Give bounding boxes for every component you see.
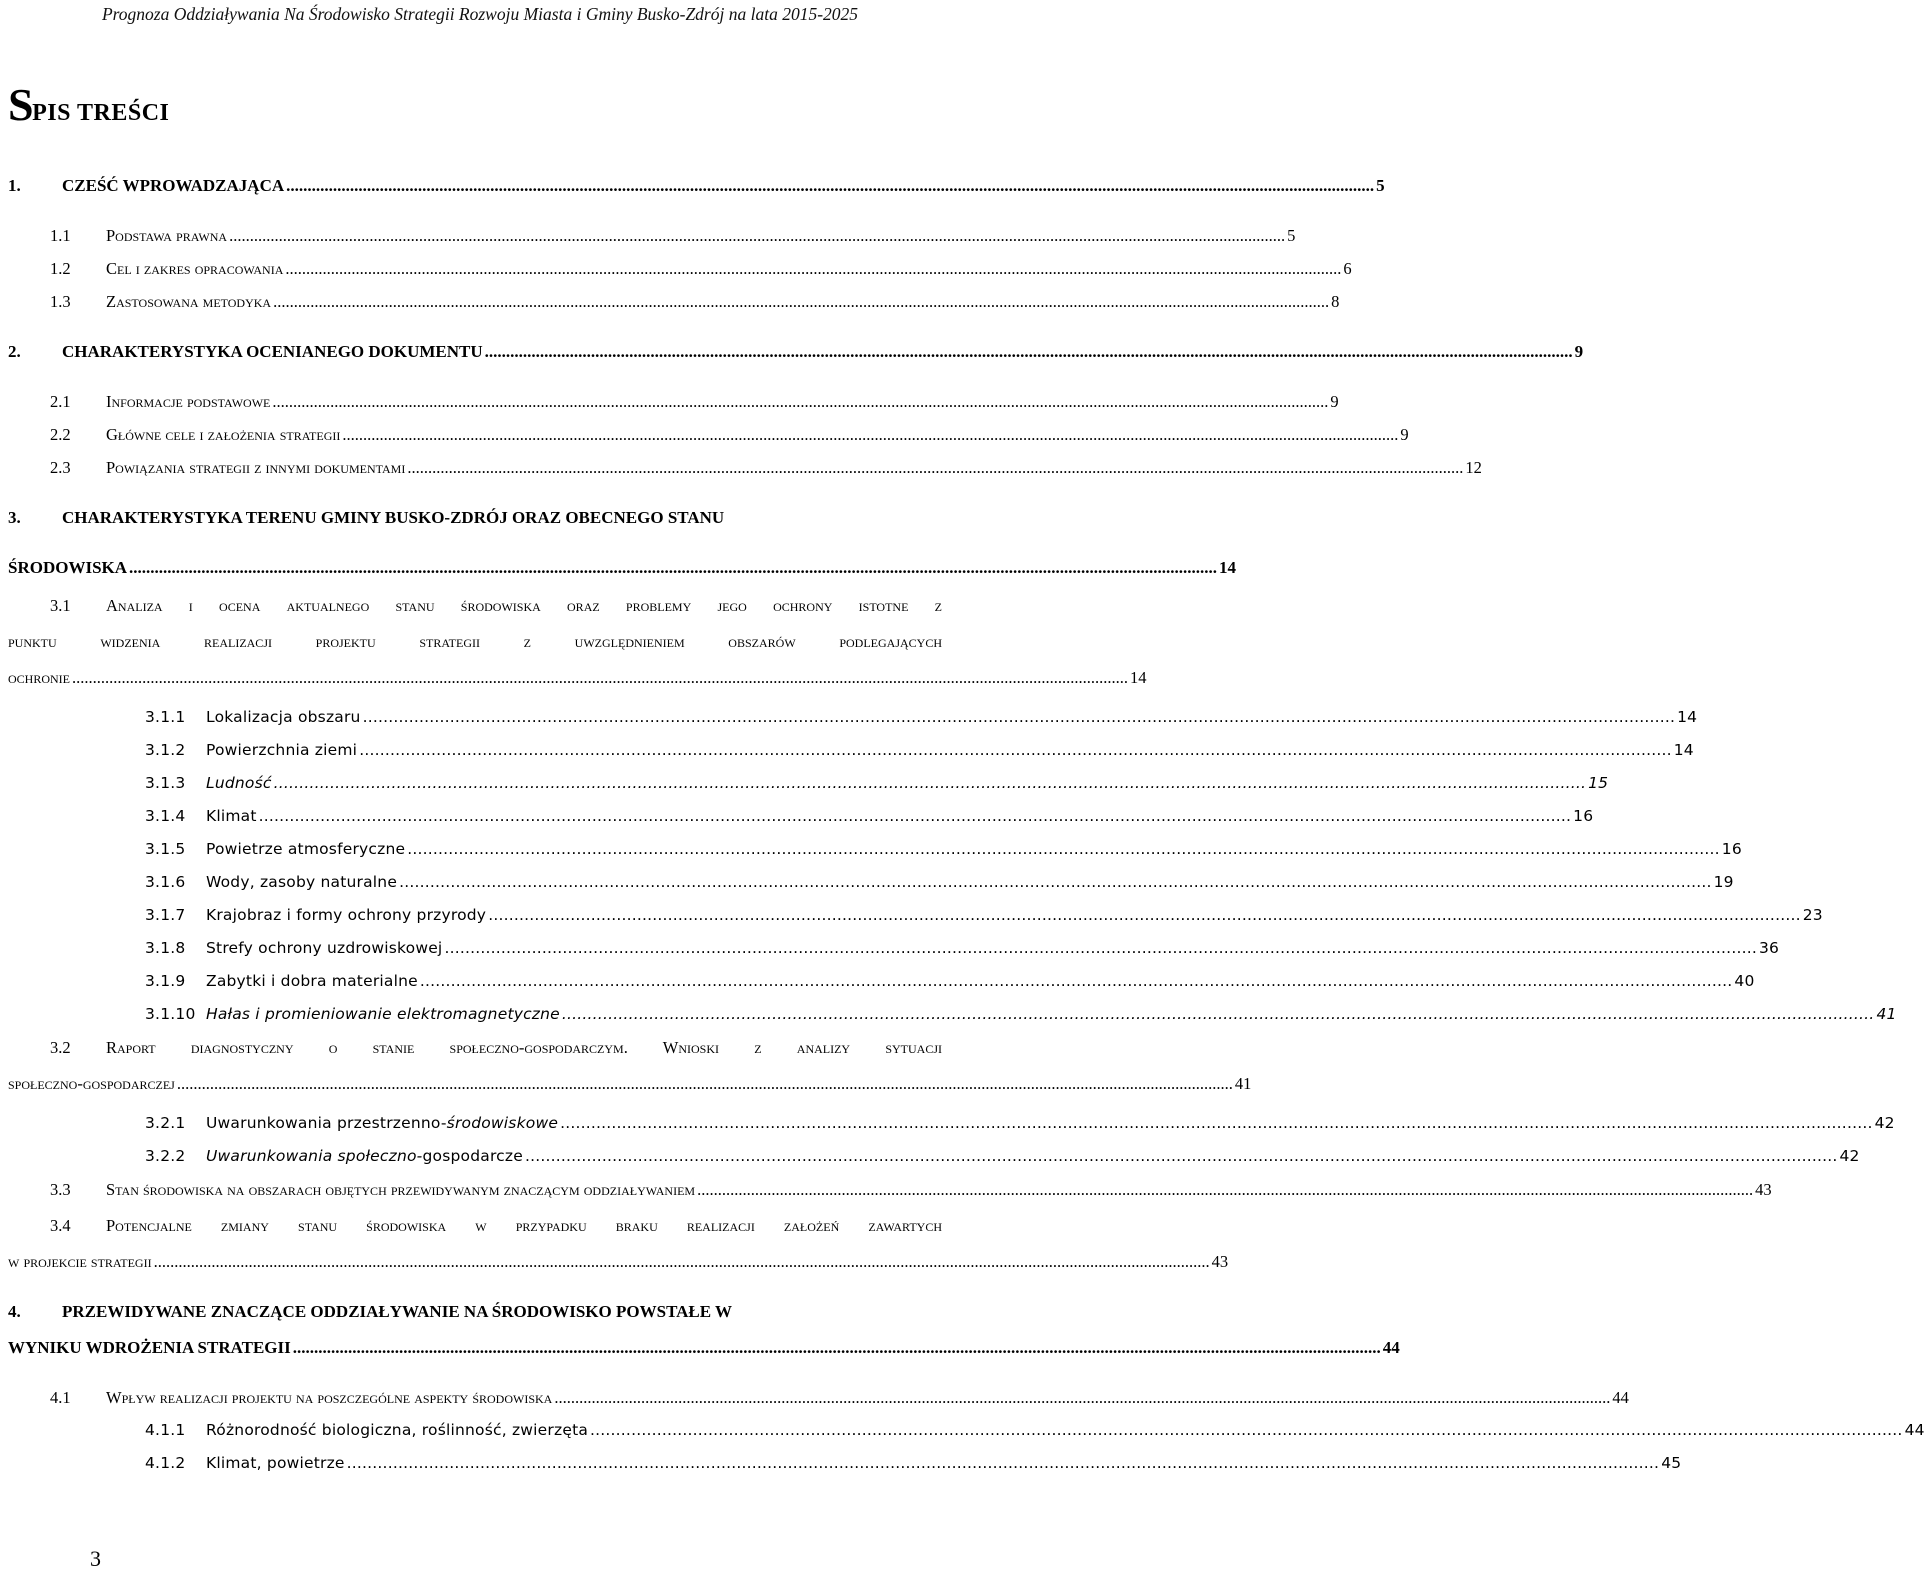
toc-entry-number: 4.1 <box>50 1388 71 1407</box>
toc-entry-title: ochronie <box>8 668 70 687</box>
toc-entry-title: punktu widzenia realizacji projektu strategii z uwzględnieniem obszarów podlegających <box>8 632 942 651</box>
toc-entry-page: 9 <box>1574 342 1584 361</box>
toc-entry-title: Raport diagnostyczny o stanie społeczno-gospodarczym. Wnioski z analizy sytuacji <box>106 1038 942 1057</box>
toc-entry-title: Krajobraz i formy ochrony przyrody <box>206 906 487 924</box>
dot-leader <box>697 1180 1753 1200</box>
toc-entry-title: Ludność <box>206 774 272 792</box>
toc-entry-title: Zastosowana metodyka <box>106 292 272 311</box>
dot-leader <box>554 1388 1610 1408</box>
dot-leader <box>273 292 1329 312</box>
dot-leader <box>72 668 1128 688</box>
toc-entry-page: 16 <box>1573 807 1594 825</box>
running-header: Prognoza Oddziaływania Na Środowisko Strategii Rozwoju Miasta i Gminy Busko-Zdrój na lata 2015-2025 <box>101 4 859 24</box>
toc-entry-number: 2. <box>8 342 21 361</box>
toc-entry-title: Powierzchnia ziemi <box>206 741 358 759</box>
toc-entry-page: 8 <box>1331 292 1340 311</box>
toc-entry-title: Klimat <box>206 807 257 825</box>
toc-entry-title: Zabytki i dobra materialne <box>206 972 418 990</box>
toc-entry-number: 3.4 <box>50 1216 71 1235</box>
dot-leader <box>407 458 1463 478</box>
toc-entry-number: 3.2.2 <box>145 1147 186 1165</box>
toc-entry-title: ŚRODOWISKA <box>8 558 128 577</box>
toc-entry-number: 3.2 <box>50 1038 71 1057</box>
dot-leader <box>293 1338 1381 1358</box>
dot-leader <box>229 226 1285 246</box>
toc-entry-page: 14 <box>1673 741 1694 759</box>
toc-entry-number: 3.1.8 <box>145 939 186 957</box>
toc-entry-title: CHARAKTERYSTYKA OCENIANEGO DOKUMENTU <box>62 342 483 361</box>
dot-leader <box>274 774 1587 792</box>
toc-entry-title: w projekcie strategii <box>8 1252 152 1271</box>
toc-entry-number: 3.1.9 <box>145 972 186 990</box>
toc-entry-title: Klimat, powietrze <box>206 1454 345 1472</box>
toc-entry-page: 5 <box>1287 226 1296 245</box>
toc-entry-title: CZEŚĆ WPROWADZAJĄCA <box>62 176 285 195</box>
toc-entry-page: 6 <box>1343 259 1352 278</box>
dot-leader <box>285 259 1341 279</box>
toc-entry-page: 19 <box>1713 873 1734 891</box>
toc-entry-title: Stan środowiska na obszarach objętych przewidywanym znaczącym oddziaływaniem <box>106 1180 696 1199</box>
toc-entry-title: Wpływ realizacji projektu na poszczególne aspekty środowiska <box>106 1388 553 1407</box>
toc-entry-number: 3.1.6 <box>145 873 186 891</box>
toc-entry-title: Analiza i ocena aktualnego stanu środowiska oraz problemy jego ochrony istotne z <box>106 596 942 615</box>
toc-entry-page: 43 <box>1211 1252 1229 1271</box>
toc-entry-page: 14 <box>1219 558 1237 577</box>
toc-entry-page: 42 <box>1839 1147 1860 1165</box>
dot-leader <box>259 807 1572 825</box>
toc-entry-page: 14 <box>1677 708 1698 726</box>
toc-entry-page: 12 <box>1465 458 1482 477</box>
toc-entry-number: 3.1 <box>50 596 71 615</box>
toc-entry-title: Cel i zakres opracowania <box>106 259 284 278</box>
dot-leader <box>177 1074 1233 1094</box>
toc-entry-number: 1.3 <box>50 292 71 311</box>
toc-entry-title: CHARAKTERYSTYKA TERENU GMINY BUSKO-ZDRÓJ ORAZ OBECNEGO STANU <box>62 508 725 527</box>
dot-leader <box>485 342 1573 362</box>
toc-entry-title: Lokalizacja obszaru <box>206 708 361 726</box>
dot-leader <box>359 741 1672 759</box>
toc-entry-page: 5 <box>1376 176 1385 195</box>
dot-leader <box>407 840 1720 858</box>
toc-entry-number: 4.1.1 <box>145 1421 186 1439</box>
toc-entry-page: 14 <box>1130 668 1147 687</box>
dot-leader <box>399 873 1712 891</box>
toc-entry-title: Powietrze atmosferyczne <box>206 840 406 858</box>
toc-entry-page: 9 <box>1330 392 1339 411</box>
page-title <box>8 78 169 131</box>
dot-leader <box>590 1421 1903 1439</box>
title-initial: S <box>8 79 35 130</box>
toc-entry-title: Różnorodność biologiczna, roślinność, zwierzęta <box>206 1421 589 1439</box>
toc-entry-number: 4.1.2 <box>145 1454 186 1472</box>
toc-entry-page: 45 <box>1661 1454 1682 1472</box>
toc-entry-number: 3.1.10 <box>145 1005 196 1023</box>
toc-entry-number: 3.1.7 <box>145 906 186 924</box>
dot-leader <box>444 939 1757 957</box>
toc-entry-title: Wody, zasoby naturalne <box>206 873 398 891</box>
dot-leader <box>525 1147 1838 1165</box>
toc-entry-page: 44 <box>1612 1388 1629 1407</box>
toc-entry-number: 2.3 <box>50 458 71 477</box>
toc-entry-page: 9 <box>1400 425 1409 444</box>
toc-entry-number: 2.1 <box>50 392 71 411</box>
toc-entry-title: Hałas i promieniowanie elektromagnetyczne <box>206 1005 560 1023</box>
dot-leader <box>129 558 1217 578</box>
toc-entry-number: 1. <box>8 176 21 195</box>
toc-entry-page: 43 <box>1755 1180 1772 1199</box>
toc-entry-title: Uwarunkowania społeczno-gospodarcze <box>206 1147 523 1165</box>
dot-leader <box>560 1114 1873 1132</box>
toc-entry-page: 44 <box>1382 1338 1400 1357</box>
toc-entry-title: społeczno-gospodarczej <box>8 1074 175 1093</box>
toc-entry-title: Główne cele i założenia strategii <box>106 425 341 444</box>
toc-entry-page: 40 <box>1734 972 1755 990</box>
toc-entry-page: 23 <box>1802 906 1823 924</box>
dot-leader <box>488 906 1801 924</box>
toc-entry-number: 3.1.1 <box>145 708 186 726</box>
dot-leader <box>420 972 1733 990</box>
toc-entry-title: Powiązania strategii z innymi dokumentami <box>106 458 406 477</box>
dot-leader <box>347 1454 1660 1472</box>
toc-entry-title: Uwarunkowania przestrzenno-środowiskowe <box>206 1114 559 1132</box>
toc-entry-title: PRZEWIDYWANE ZNACZĄCE ODDZIAŁYWANIE NA ŚRODOWISKO POWSTAŁE W <box>62 1302 733 1321</box>
page-number: 3 <box>90 1546 101 1571</box>
toc-entry-number: 3. <box>8 508 21 527</box>
toc-entry-page: 36 <box>1758 939 1780 957</box>
toc-entry-number: 3.1.5 <box>145 840 186 858</box>
toc-entry-title: Potencjalne zmiany stanu środowiska w przypadku braku realizacji założeń zawartych <box>106 1216 942 1235</box>
dot-leader <box>154 1252 1210 1272</box>
toc-entry-number: 3.2.1 <box>145 1114 186 1132</box>
toc-entry-page: 15 <box>1588 774 1609 792</box>
toc-entry-page: 41 <box>1234 1074 1252 1093</box>
dot-leader <box>363 708 1676 726</box>
dot-leader <box>342 425 1398 445</box>
toc-entry-number: 1.2 <box>50 259 71 278</box>
toc-entry-number: 3.1.2 <box>145 741 186 759</box>
toc-entry-page: 41 <box>1876 1005 1897 1023</box>
dot-leader <box>286 176 1374 196</box>
toc-entry-number: 3.1.3 <box>145 774 186 792</box>
toc-entry-title: Strefy ochrony uzdrowiskowej <box>206 939 443 957</box>
dot-leader <box>272 392 1328 412</box>
toc-entry-title: WYNIKU WDROŻENIA STRATEGII <box>8 1338 291 1357</box>
dot-leader <box>562 1005 1875 1023</box>
title-rest: PIS TREŚCI <box>32 100 170 126</box>
toc-entry-title: Podstawa prawna <box>106 226 228 245</box>
toc-entry-title: Informacje podstawowe <box>106 392 271 411</box>
toc-entry-page: 42 <box>1874 1114 1895 1132</box>
toc-entry-number: 1.1 <box>50 226 71 245</box>
toc-entry-number: 3.3 <box>50 1180 71 1199</box>
toc-entry-number: 4. <box>8 1302 21 1321</box>
toc-entry-page: 16 <box>1721 840 1742 858</box>
toc-entry-page: 44 <box>1904 1421 1925 1439</box>
toc-entry-number: 2.2 <box>50 425 71 444</box>
toc-entry-number: 3.1.4 <box>145 807 186 825</box>
